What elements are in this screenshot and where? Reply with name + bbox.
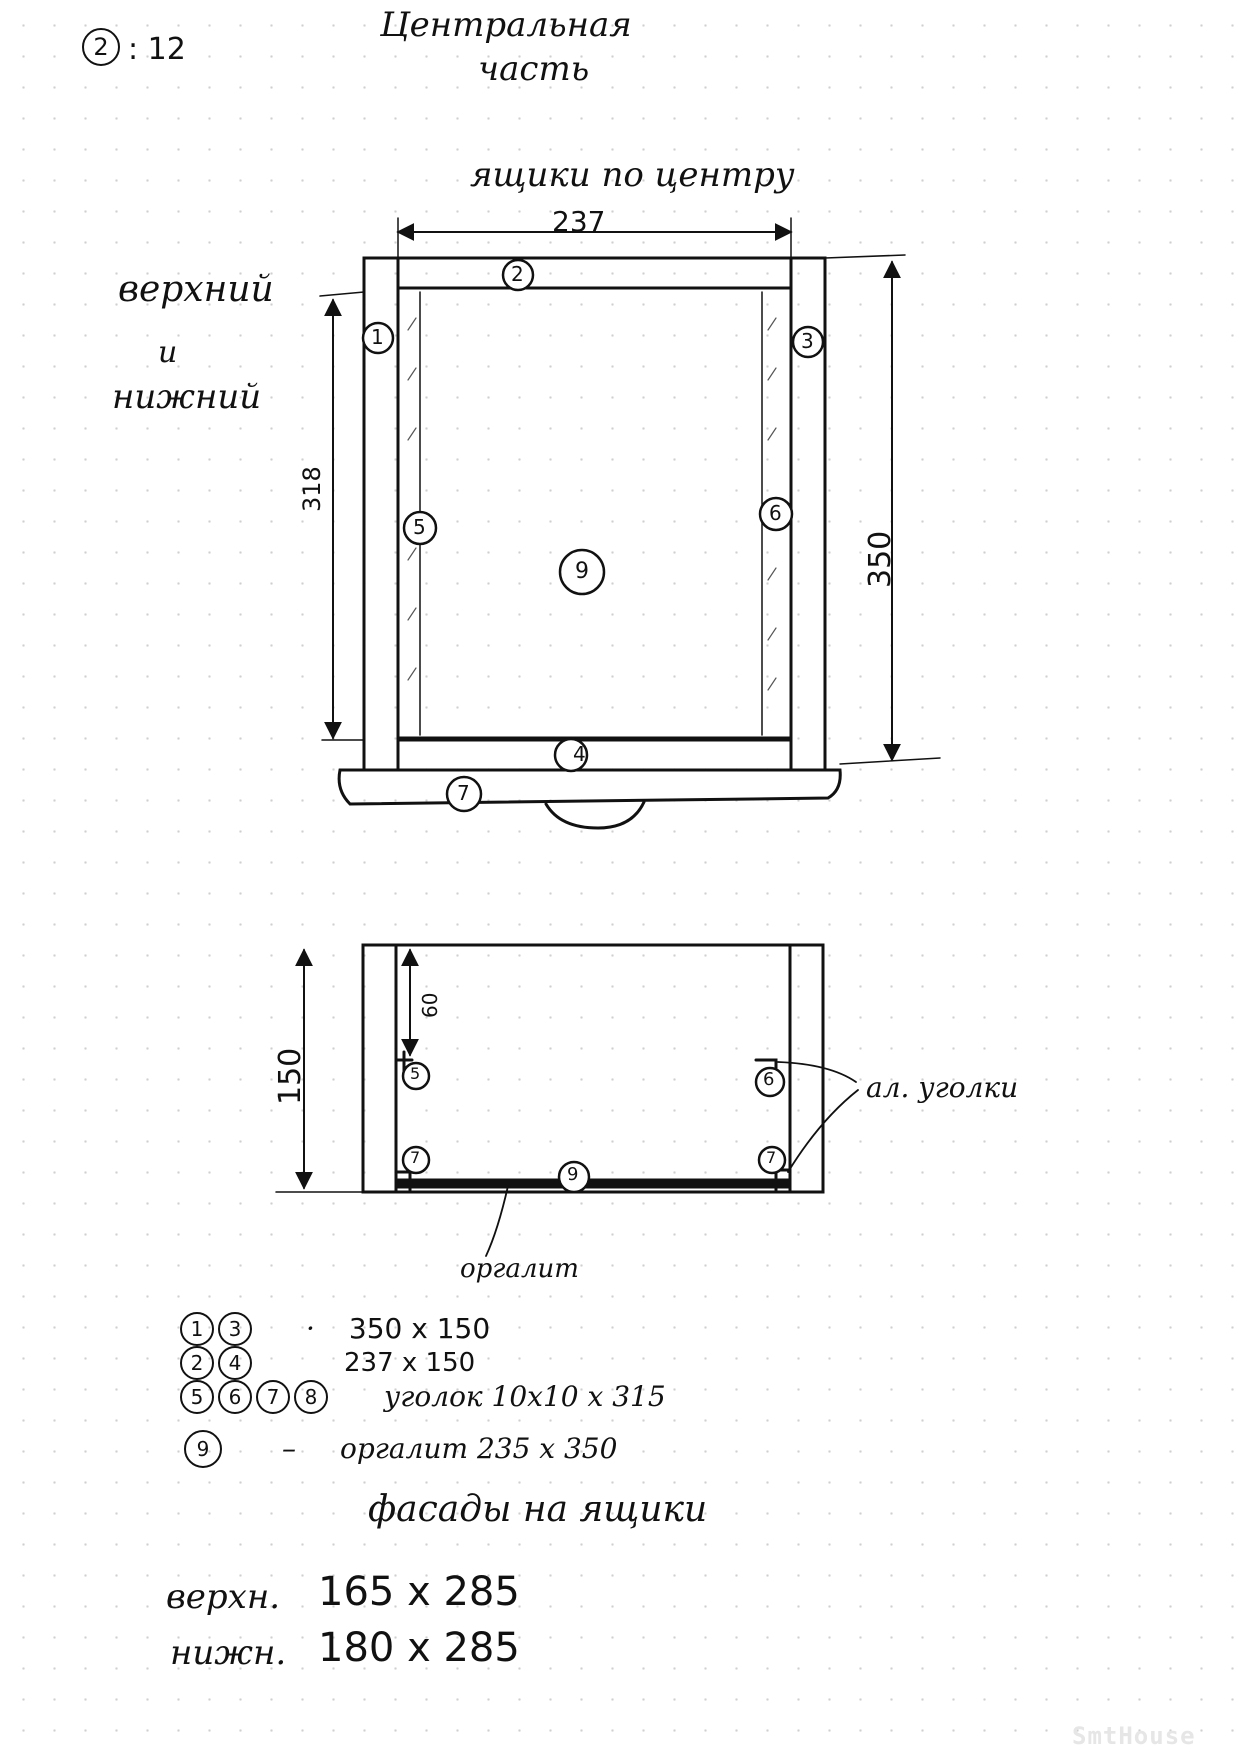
front-part-label-7b: 7 — [766, 1148, 777, 1167]
board-note: оргалит — [460, 1254, 579, 1284]
legend-row-2 — [180, 1346, 475, 1380]
watermark: SmtHouse — [1072, 1722, 1196, 1750]
page-title-line2: часть — [478, 49, 590, 89]
legend-part-7: 7 — [256, 1380, 290, 1414]
side-note-line1: верхний — [118, 269, 274, 310]
legend-part-6: 6 — [218, 1380, 252, 1414]
legend-part-4: 4 — [218, 1346, 252, 1380]
legend-part-9: 9 — [184, 1430, 222, 1468]
front-height-dimension: 150 — [273, 1047, 308, 1105]
legend-part-3: 3 — [218, 1312, 252, 1346]
legend-part-5: 5 — [180, 1380, 214, 1414]
page-title-line1: Центральная — [380, 5, 632, 45]
fronts-bottom-size: 180 x 285 — [318, 1625, 520, 1671]
front-part-circles — [403, 1063, 785, 1192]
legend-part-2: 2 — [180, 1346, 214, 1380]
part-label-3: 3 — [801, 329, 814, 353]
legend-row-4 — [184, 1430, 617, 1468]
top-part-circles — [363, 260, 823, 811]
front-part-label-5: 5 — [410, 1064, 421, 1083]
fronts-top-label: верхн. — [166, 1577, 281, 1617]
width-dimension: 237 — [552, 205, 606, 238]
hardboard-bottom — [398, 1180, 788, 1187]
section-outline — [363, 945, 823, 1192]
legend-text-3: уголок 10x10 x 315 — [384, 1380, 666, 1413]
right-height-dimension: 350 — [863, 530, 898, 588]
sheet-scale: : 12 — [128, 32, 186, 67]
part-label-7: 7 — [457, 781, 470, 805]
handle — [546, 802, 644, 828]
front-part-label-9: 9 — [567, 1164, 579, 1185]
rail-2 — [398, 258, 791, 288]
corner-note: ал. уголки — [866, 1071, 1019, 1104]
legend-part-1: 1 — [180, 1312, 214, 1346]
fronts-top-size: 165 x 285 — [318, 1569, 520, 1615]
part-label-9: 9 — [575, 559, 589, 584]
legend-text-4: оргалит 235 x 350 — [340, 1432, 618, 1465]
part-label-5: 5 — [413, 515, 426, 539]
legend-part-8: 8 — [294, 1380, 328, 1414]
part-label-1: 1 — [371, 325, 384, 349]
legend-text-2: 237 x 150 — [344, 1348, 476, 1378]
legend-dash-1: · — [306, 1312, 315, 1345]
part-label-2: 2 — [511, 262, 524, 286]
side-note-line2: и — [158, 335, 178, 370]
front-view-drawing — [273, 945, 858, 1256]
legend-dash-4: – — [282, 1432, 296, 1465]
fronts-heading: фасады на ящики — [368, 1489, 708, 1530]
left-height-dimension: 318 — [298, 466, 326, 512]
legend-text-1: 350 x 150 — [348, 1312, 491, 1345]
front-part-label-7a: 7 — [410, 1148, 421, 1167]
side-note-line3: нижний — [112, 377, 262, 417]
sheet-number-circle: 2 — [82, 28, 120, 66]
fronts-bottom-label: нижн. — [170, 1633, 287, 1673]
part-label-4: 4 — [573, 742, 586, 766]
top-view-caption: ящики по центру — [470, 155, 795, 195]
front-offset-dimension: 60 — [418, 992, 442, 1018]
part-label-6: 6 — [769, 501, 782, 525]
legend-row-3 — [180, 1380, 666, 1414]
legend-row-1 — [180, 1312, 490, 1346]
rail-4 — [398, 738, 791, 770]
front-part-label-6: 6 — [763, 1069, 775, 1090]
front-panel-7 — [339, 770, 840, 804]
